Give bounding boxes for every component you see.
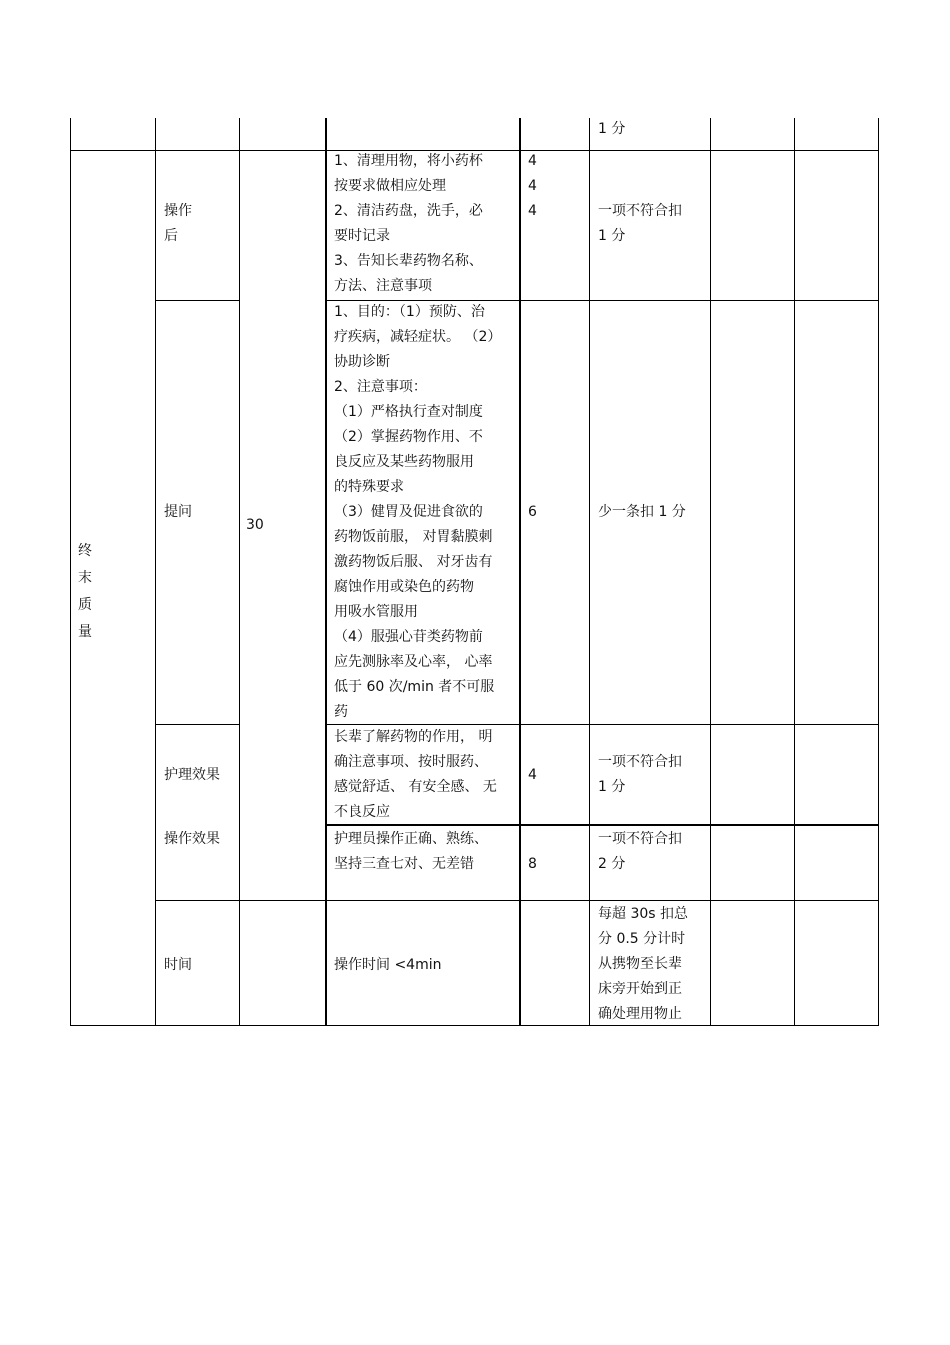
content-line: 1、清理用物，将小药杯 xyxy=(334,153,483,169)
item-line: 时间 xyxy=(164,957,192,973)
row-deduct xyxy=(598,750,682,800)
content-line: 腐蚀作用或染色的药物 xyxy=(334,579,474,595)
row-border xyxy=(155,300,240,301)
score-line: 4 xyxy=(528,178,537,194)
row-content xyxy=(334,827,488,877)
content-line: 的特殊要求 xyxy=(334,479,404,495)
content-line: 2、注意事项： xyxy=(334,379,427,395)
deduct-line: 1 分 xyxy=(598,228,626,244)
deduct-line: 每超 30s 扣总 xyxy=(598,906,689,922)
content-line: 3、告知长辈药物名称、 xyxy=(334,253,483,269)
content-line: 确注意事项、按时服药、 xyxy=(334,754,488,770)
col-border xyxy=(878,118,879,1026)
row-score xyxy=(528,763,537,788)
deduct-line: 确处理用物止 xyxy=(598,1006,682,1022)
content-line: （1）严格执行查对制度 xyxy=(334,404,483,420)
row-item xyxy=(164,763,220,788)
row-content xyxy=(334,149,483,299)
content-line: （4）服强心苷类药物前 xyxy=(334,629,483,645)
row-item xyxy=(164,953,192,978)
row-border xyxy=(155,724,240,725)
deduct-line: 一项不符合扣 xyxy=(598,203,682,219)
section-char: 质 xyxy=(78,597,92,613)
deduct-line: 2 分 xyxy=(598,856,626,872)
row-item xyxy=(164,827,220,852)
row-content xyxy=(334,725,497,825)
deduct-line: 床旁开始到正 xyxy=(598,981,682,997)
content-line: 方法、注意事项 xyxy=(334,278,432,294)
item-line: 护理效果 xyxy=(164,767,220,783)
col-border xyxy=(794,118,795,1026)
col-border xyxy=(589,118,590,1026)
content-line: 坚持三查七对、无差错 xyxy=(334,856,474,872)
item-line: 操作 xyxy=(164,203,192,219)
content-line: 药物饭前服， 对胃黏膜刺 xyxy=(334,529,493,545)
score-line: 4 xyxy=(528,767,537,783)
content-line: 感觉舒适、 有安全感、 无 xyxy=(334,779,497,795)
content-line: 协助诊断 xyxy=(334,354,390,370)
score-line: 4 xyxy=(528,153,537,169)
content-line: 疗疾病，减轻症状。 （2） xyxy=(334,329,502,345)
content-line: 1、目的：（1）预防、治 xyxy=(334,304,485,320)
content-line: 良反应及某些药物服用 xyxy=(334,454,474,470)
content-line: 长辈了解药物的作用， 明 xyxy=(334,729,493,745)
content-line: （2）掌握药物作用、不 xyxy=(334,429,483,445)
row-deduct xyxy=(598,827,682,877)
col-border xyxy=(239,118,240,1026)
deduct-line: 少一条扣 1 分 xyxy=(598,504,686,520)
section-char: 终 xyxy=(78,543,92,559)
content-line: 要时记录 xyxy=(334,228,390,244)
item-line: 后 xyxy=(164,228,178,244)
table-bottom xyxy=(70,1025,879,1026)
deduct-line: 分 0.5 分计时 xyxy=(598,931,686,947)
col-border xyxy=(325,118,327,1026)
score-line: 4 xyxy=(528,203,537,219)
section-total-score: 30 xyxy=(246,517,264,533)
content-line: （3）健胃及促进食欲的 xyxy=(334,504,483,520)
deduct-line: 1 分 xyxy=(598,779,626,795)
score-line: 8 xyxy=(528,856,537,872)
section-char: 量 xyxy=(78,624,92,640)
row-score xyxy=(528,852,537,877)
content-line: 按要求做相应处理 xyxy=(334,178,446,194)
content-line: 低于 60 次/min 者不可服 xyxy=(334,679,495,695)
col-border xyxy=(710,118,711,1026)
col-border xyxy=(155,118,156,1026)
row-deduct xyxy=(598,199,682,249)
row-item xyxy=(164,500,192,525)
row-deduct xyxy=(598,902,688,1027)
item-line: 操作效果 xyxy=(164,831,220,847)
item-line: 提问 xyxy=(164,504,192,520)
row-score xyxy=(528,500,537,525)
row-content xyxy=(334,953,442,978)
row-border xyxy=(155,900,879,901)
content-line: 2、清洁药盘，洗手，必 xyxy=(334,203,483,219)
deduct-line: 一项不符合扣 xyxy=(598,831,682,847)
content-line: 用吸水管服用 xyxy=(334,604,418,620)
content-line: 应先测脉率及心率， 心率 xyxy=(334,654,493,670)
col-border xyxy=(70,118,71,1026)
section-char: 末 xyxy=(78,570,92,586)
prev-row-deduct: 1 分 xyxy=(598,121,626,137)
score-line: 6 xyxy=(528,504,537,520)
content-line: 激药物饭后服、 对牙齿有 xyxy=(334,554,493,570)
row-score xyxy=(528,149,537,224)
row-deduct xyxy=(598,500,686,525)
deduct-line: 一项不符合扣 xyxy=(598,754,682,770)
content-line: 不良反应 xyxy=(334,804,390,820)
deduct-line: 从携物至长辈 xyxy=(598,956,682,972)
row-item xyxy=(164,199,192,249)
content-line: 操作时间 <4min xyxy=(334,957,442,973)
col-border xyxy=(519,118,521,1026)
content-line: 药 xyxy=(334,704,348,720)
row-content xyxy=(334,300,501,725)
content-line: 护理员操作正确、熟练、 xyxy=(334,831,488,847)
